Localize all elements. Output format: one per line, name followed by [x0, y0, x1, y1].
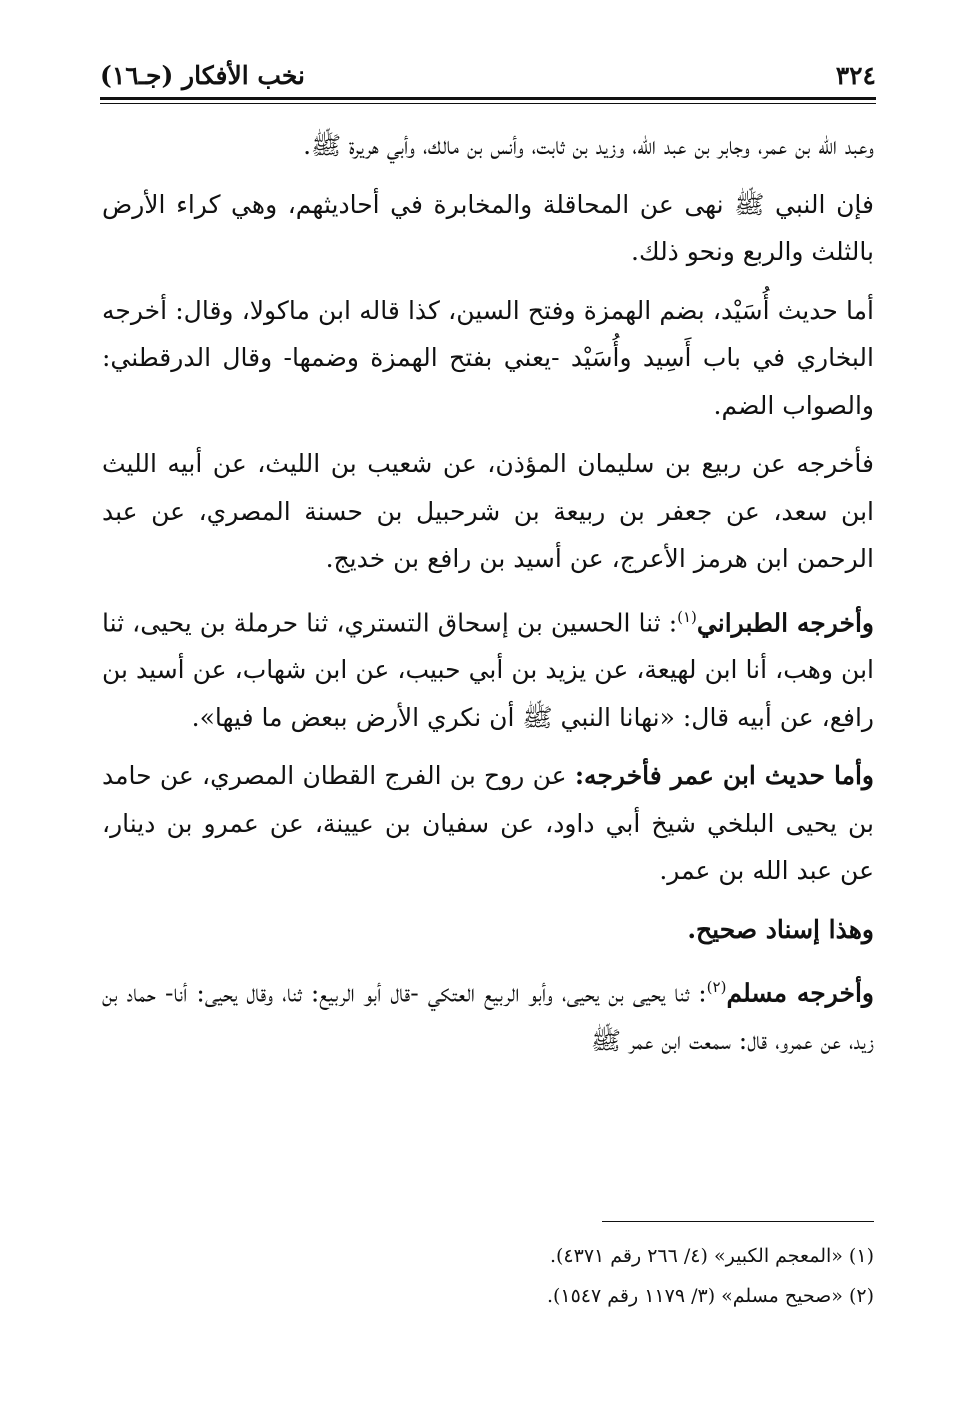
page-number: ٣٢٤: [835, 60, 876, 90]
footnote-2: (٢) «صحيح مسلم» (٣/ ١١٧٩ رقم ١٥٤٧).: [546, 1285, 874, 1307]
footnotes: [102, 1236, 874, 1316]
running-header: [100, 56, 876, 94]
header-rule-thick: [100, 97, 876, 100]
main-text: [102, 122, 874, 1076]
paragraph-5: [102, 594, 874, 742]
paragraph-3: أما حديث أُسَيْد، بضم الهمزة وفتح السين، كذا قاله ابن ماكولا، وقال: أخرجه البخاري في باب أَسِيد وأُسَيْد -يعني بفتح الهمزة وضمها- وقال الدرقطني: والصواب الضم.: [102, 295, 874, 420]
paragraph-5-lead: وأخرجه الطبراني: [696, 607, 874, 637]
paragraph-7: [102, 906, 874, 954]
book-title: نخب الأفكار (جـ١٦): [100, 60, 306, 90]
paragraph-5-text: : ثنا الحسين بن إسحاق التستري، ثنا حرملة بن يحيى، ثنا ابن وهب، أنا ابن لهيعة، عن يزيد بن أبي حبيب، عن ابن شهاب، عن أسيد بن رافع، عن أبيه قال: «نهانا النبي ﷺ أن نكري الأرض ببعض ما فيها».: [102, 607, 874, 732]
footnote-ref-1[interactable]: (١): [677, 607, 697, 626]
paragraph-4: فأخرجه عن ربيع بن سليمان المؤذن، عن شعيب بن الليث، عن أبيه الليث ابن سعد، عن جعفر بن ربيعة بن شرحبيل بن حسنة المصري، عن عبد الرحمن ابن هرمز الأعرج، عن أسيد بن رافع بن خديج.: [102, 449, 874, 573]
paragraph-8-lead: وأخرجه مسلم: [726, 978, 875, 1008]
paragraph-7-text: وهذا إسناد صحيح.: [687, 914, 874, 944]
footnote-ref-2[interactable]: (٢): [706, 978, 727, 997]
paragraph-2: فإن النبي ﷺ نهى عن المحاقلة والمخابرة في أحاديثهم، وهي كراء الأرض بالثلث والربع ونحو ذلك.: [102, 189, 874, 266]
paragraph-8-text: : ثنا يحيى بن يحيى، وأبو الربيع العتكي -قال أبو الربيع: ثنا، وقال يحيى: أنا- حماد بن زيد، عن عمرو، قال: سمعت ابن عمر ﷺ: [102, 978, 874, 1056]
footnote-separator: [602, 1221, 874, 1222]
paragraph-6: [102, 752, 874, 895]
header-rule-thin: [100, 103, 876, 104]
paragraph-6-lead: وأما حديث ابن عمر فأخرجه:: [574, 761, 874, 791]
footnote-1: (١) «المعجم الكبير» (٤/ ٢٦٦ رقم ٤٣٧١).: [549, 1245, 874, 1267]
paragraph-8: [102, 964, 874, 1064]
paragraph-6-text: عن روح بن الفرج القطان المصري، عن حامد بن يحيى البلخي شيخ أبي داود، عن سفيان بن عيينة، عن عمرو بن دينار، عن عبد الله بن عمر.: [102, 761, 874, 886]
paragraph-1: وعبد الله بن عمر، وجابر بن عبد الله، وزيد بن ثابت، وأنس بن مالك، وأبي هريرة ﷺ.: [303, 131, 874, 160]
